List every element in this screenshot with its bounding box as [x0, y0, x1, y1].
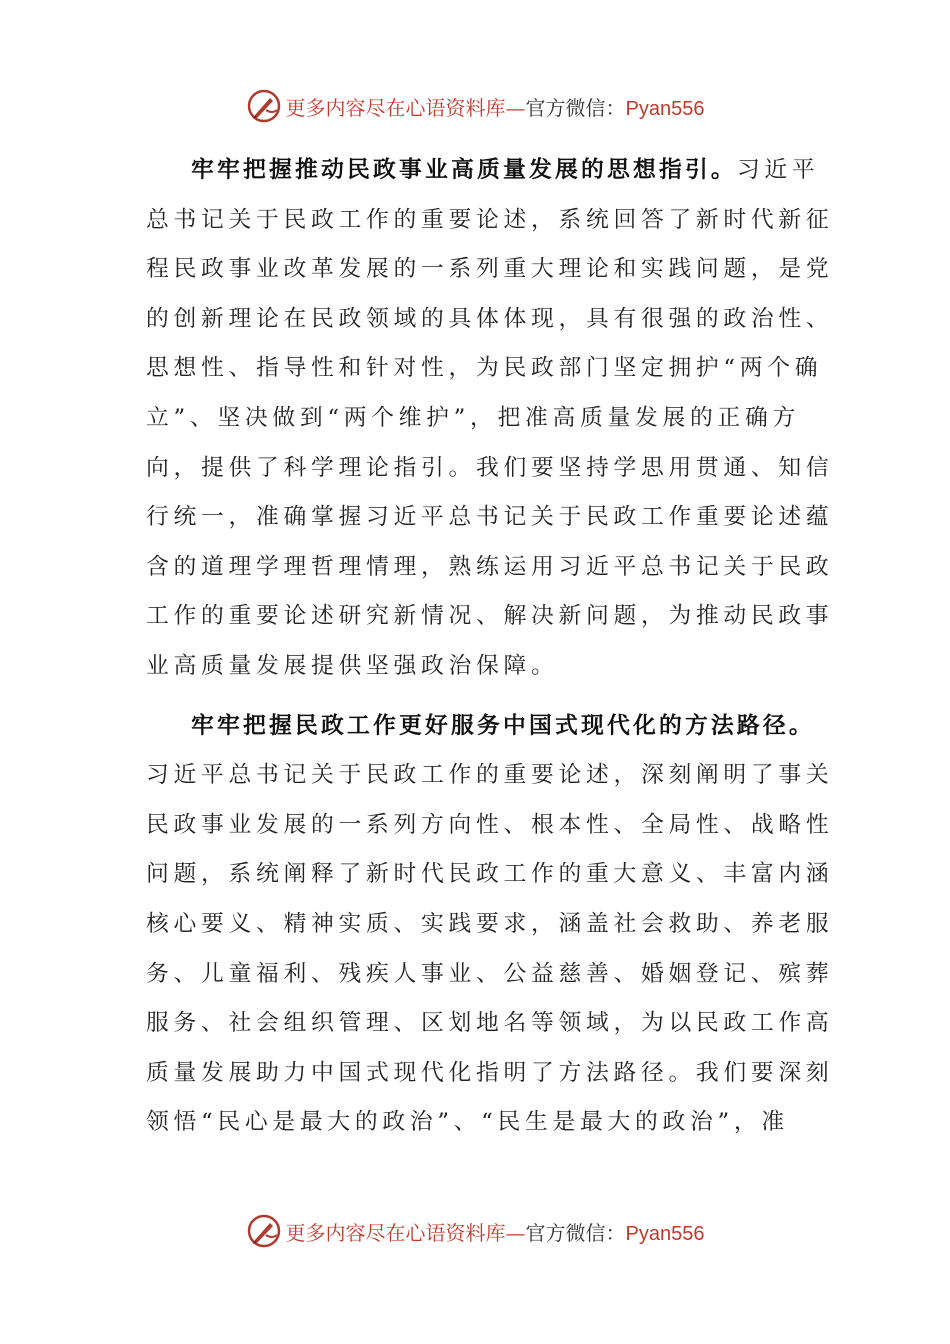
paragraph-gap — [146, 692, 806, 702]
document-body — [146, 146, 834, 1148]
paragraph-line: 向，提供了科学理论指引。我们要坚持学思用贯通、知信 — [146, 454, 834, 481]
banner-wechat-id: Pyan556 — [625, 1222, 705, 1245]
paragraph-line: 领悟“民心是最大的政治”、“民生是最大的政治”，准 — [146, 1109, 789, 1136]
paragraph-heading: 牢牢把握推动民政事业高质量发展的思想指引。 — [191, 157, 737, 183]
banner-wechat-id: Pyan556 — [625, 97, 705, 120]
pen-logo-icon — [246, 1213, 282, 1249]
paragraph-heading: 牢牢把握民政工作更好服务中国式现代化的方法路径。 — [191, 712, 815, 739]
paragraph-line: 的创新理论在民政领域的具体体现，具有很强的政治性、 — [146, 305, 834, 332]
paragraph-line: 程民政事业改革发展的一系列重大理论和实践问题，是党 — [146, 256, 834, 283]
paragraph-first-line — [146, 146, 820, 196]
paragraph-line: 问题，系统阐释了新时代民政工作的重大意义、丰富内涵 — [146, 861, 834, 888]
banner-main-text: 更多内容尽在心语资料库— — [285, 95, 526, 120]
header-watermark-banner — [0, 84, 950, 128]
paragraph-text: 习近平 — [736, 157, 820, 183]
banner-text — [286, 1217, 705, 1246]
pen-logo-icon — [246, 88, 282, 124]
paragraph-2 — [146, 702, 834, 1148]
banner-main-text: 更多内容尽在心语资料库— — [285, 1220, 526, 1245]
banner-text — [286, 92, 705, 121]
paragraph-line: 习近平总书记关于民政工作的重要论述，深刻阐明了事关 — [146, 762, 834, 789]
paragraph-line: 核心要义、精神实质、实践要求，涵盖社会救助、养老服 — [146, 910, 834, 937]
paragraph-line: 行统一，准确掌握习近平总书记关于民政工作重要论述蕴 — [146, 504, 834, 531]
banner-wechat-label: 官方微信： — [525, 95, 626, 120]
paragraph-line: 立”、坚决做到“两个维护”，把准高质量发展的正确方 — [146, 404, 800, 431]
paragraph-line: 民政事业发展的一系列方向性、根本性、全局性、战略性 — [146, 811, 834, 838]
paragraph-line: 总书记关于民政工作的重要论述，系统回答了新时代新征 — [146, 206, 834, 233]
paragraph-line: 含的道理学理哲理情理，熟练运用习近平总书记关于民政 — [146, 553, 834, 580]
paragraph-1 — [146, 146, 834, 692]
banner-wechat-label: 官方微信： — [525, 1220, 626, 1245]
paragraph-line: 工作的重要论述研究新情况、解决新问题，为推动民政事 — [146, 603, 834, 630]
paragraph-line: 质量发展助力中国式现代化指明了方法路径。我们要深刻 — [146, 1059, 834, 1086]
footer-watermark-banner — [0, 1209, 950, 1253]
paragraph-first-line — [146, 702, 815, 752]
paragraph-line: 服务、社会组织管理、区划地名等领域，为以民政工作高 — [146, 1010, 834, 1037]
paragraph-line: 思想性、指导性和针对性，为民政部门坚定拥护“两个确 — [146, 355, 823, 382]
paragraph-line: 务、儿童福利、残疾人事业、公益慈善、婚姻登记、殡葬 — [146, 960, 834, 987]
paragraph-line: 业高质量发展提供坚强政治保障。 — [146, 652, 559, 679]
